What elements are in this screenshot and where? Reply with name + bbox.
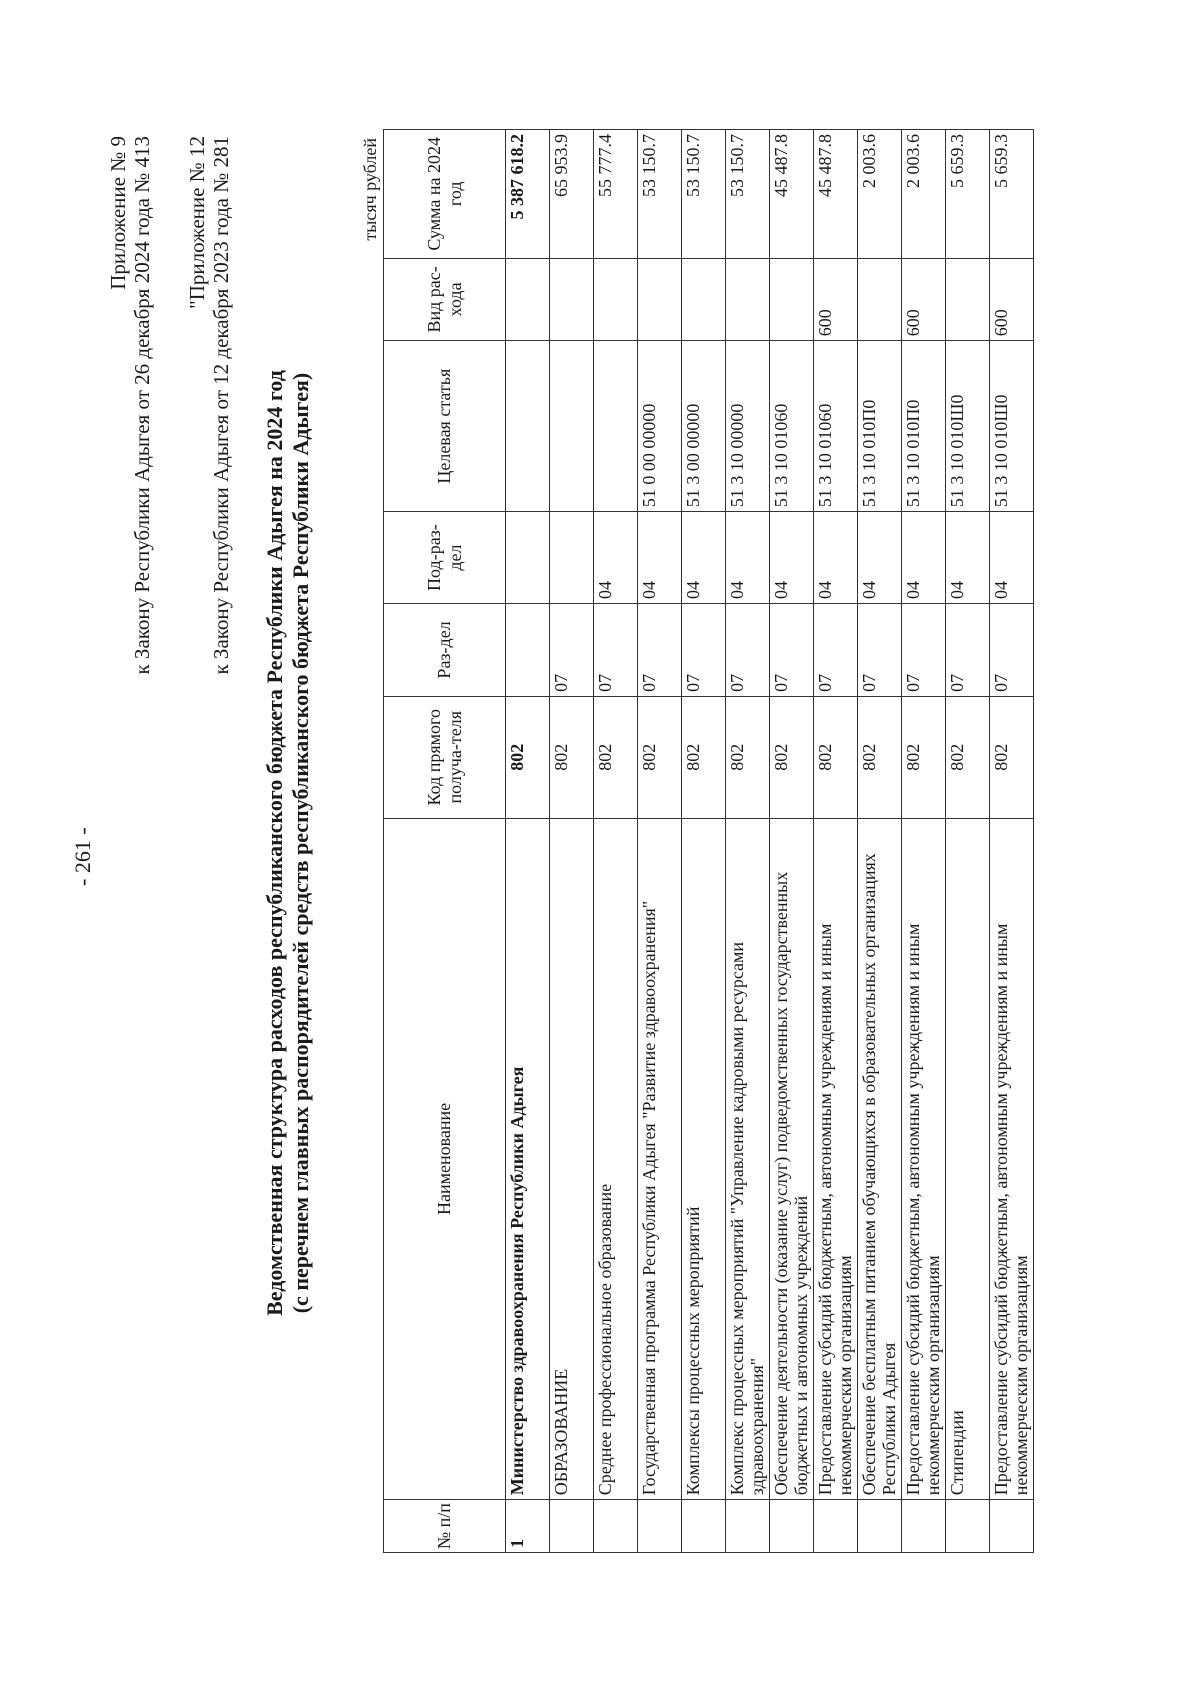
cell-subsection: 04	[990, 512, 1034, 604]
appendix-old-title: "Приложение № 12	[185, 136, 209, 309]
table-row	[682, 130, 726, 1553]
cell-sum: 45 487.8	[770, 130, 814, 259]
header-name: Наименование	[384, 818, 506, 1500]
cell-target-article: 51 3 10 010П0	[902, 341, 946, 512]
cell-sum: 2 003.6	[902, 130, 946, 259]
cell-recipient-code: 802	[946, 696, 990, 818]
cell-subsection: 04	[770, 512, 814, 604]
cell-name: Государственная программа Республики Адыгея "Развитие здравоохранения"	[638, 818, 682, 1500]
header-num: № п/п	[384, 1500, 506, 1553]
cell-sum: 55 777.4	[594, 130, 638, 259]
cell-section	[506, 603, 550, 696]
cell-target-article: 51 3 10 01060	[770, 341, 814, 512]
cell-recipient-code: 802	[770, 696, 814, 818]
cell-expense-type	[946, 258, 990, 341]
cell-expense-type	[506, 258, 550, 341]
table-header-row	[384, 130, 506, 1553]
cell-sum: 53 150.7	[726, 130, 770, 259]
cell-subsection: 04	[638, 512, 682, 604]
header-recipient-code: Код прямого получа-теля	[384, 696, 506, 818]
table-row	[594, 130, 638, 1553]
cell-sum: 53 150.7	[638, 130, 682, 259]
appendix-new-law: к Закону Республики Адыгея от 26 декабря 2024 года № 413	[130, 136, 154, 675]
cell-name: Предоставление субсидий бюджетным, автономным учреждениям и иным некоммерческим организациям	[814, 818, 858, 1500]
cell-sum: 5 387 618.2	[506, 130, 550, 259]
header-subsection: Под-раз-дел	[384, 512, 506, 604]
cell-name: Министерство здравоохранения Республики Адыгея	[506, 818, 550, 1500]
cell-recipient-code: 802	[506, 696, 550, 818]
cell-target-article: 51 3 10 00000	[726, 341, 770, 512]
cell-target-article	[594, 341, 638, 512]
cell-target-article: 51 3 10 010Ш0	[946, 341, 990, 512]
cell-name: ОБРАЗОВАНИЕ	[550, 818, 594, 1500]
cell-expense-type	[638, 258, 682, 341]
cell-subsection: 04	[814, 512, 858, 604]
cell-expense-type: 600	[990, 258, 1034, 341]
cell-subsection: 04	[858, 512, 902, 604]
cell-sum: 53 150.7	[682, 130, 726, 259]
cell-num	[726, 1500, 770, 1553]
cell-num	[858, 1500, 902, 1553]
appendix-old-reference	[185, 136, 233, 675]
cell-num	[946, 1500, 990, 1553]
appendix-old-law: к Закону Республики Адыгея от 12 декабря 2023 года № 281	[209, 136, 233, 675]
appendix-new-reference	[106, 136, 154, 675]
cell-subsection	[506, 512, 550, 604]
cell-recipient-code: 802	[726, 696, 770, 818]
cell-num	[770, 1500, 814, 1553]
cell-recipient-code: 802	[682, 696, 726, 818]
table-row	[550, 130, 594, 1553]
cell-subsection	[550, 512, 594, 604]
document-title-line-1: Ведомственная структура расходов республиканского бюджета Республики Адыгея на 2024 год	[262, 370, 287, 1316]
cell-section: 07	[726, 603, 770, 696]
appendix-new-title: Приложение № 9	[106, 136, 130, 290]
table-row	[814, 130, 858, 1553]
cell-name: Обеспечение бесплатным питанием обучающихся в образовательных организациях Республики Адыгея	[858, 818, 902, 1500]
cell-sum: 2 003.6	[858, 130, 902, 259]
cell-section: 07	[682, 603, 726, 696]
cell-section: 07	[902, 603, 946, 696]
cell-subsection: 04	[682, 512, 726, 604]
header-expense-type: Вид рас-хода	[384, 258, 506, 341]
cell-expense-type	[770, 258, 814, 341]
cell-expense-type	[594, 258, 638, 341]
cell-target-article: 51 3 10 01060	[814, 341, 858, 512]
cell-name: Комплексы процессных мероприятий	[682, 818, 726, 1500]
cell-name: Стипендии	[946, 818, 990, 1500]
document-title-line-2: (с перечнем главных распорядителей средств республиканского бюджета Республики Адыгея)	[288, 372, 313, 1314]
table-row	[946, 130, 990, 1553]
cell-name: Обеспечение деятельности (оказание услуг) подведомственных государственных бюджетных и автономных учреждений	[770, 818, 814, 1500]
document-title	[262, 0, 314, 1686]
cell-sum: 65 953.9	[550, 130, 594, 259]
table-row	[638, 130, 682, 1553]
cell-subsection: 04	[946, 512, 990, 604]
cell-expense-type: 600	[814, 258, 858, 341]
cell-section: 07	[946, 603, 990, 696]
cell-section: 07	[814, 603, 858, 696]
cell-num	[814, 1500, 858, 1553]
cell-num	[990, 1500, 1034, 1553]
cell-recipient-code: 802	[638, 696, 682, 818]
cell-target-article: 51 3 10 010П0	[858, 341, 902, 512]
cell-num	[594, 1500, 638, 1553]
cell-recipient-code: 802	[550, 696, 594, 818]
header-sum: Сумма на 2024 год	[384, 130, 506, 259]
cell-section: 07	[858, 603, 902, 696]
cell-num: 1	[506, 1500, 550, 1553]
cell-target-article: 51 0 00 00000	[638, 341, 682, 512]
cell-expense-type	[858, 258, 902, 341]
cell-target-article	[506, 341, 550, 512]
cell-expense-type	[550, 258, 594, 341]
cell-target-article: 51 3 00 00000	[682, 341, 726, 512]
cell-num	[550, 1500, 594, 1553]
header-target-article: Целевая статья	[384, 341, 506, 512]
cell-target-article	[550, 341, 594, 512]
cell-subsection: 04	[902, 512, 946, 604]
cell-target-article: 51 3 10 010Ш0	[990, 341, 1034, 512]
units-label: тысяч рублей	[360, 138, 380, 241]
cell-expense-type	[682, 258, 726, 341]
cell-recipient-code: 802	[594, 696, 638, 818]
table-row	[726, 130, 770, 1553]
table-row	[858, 130, 902, 1553]
cell-subsection: 04	[594, 512, 638, 604]
cell-recipient-code: 802	[990, 696, 1034, 818]
cell-expense-type	[726, 258, 770, 341]
cell-name: Среднее профессиональное образование	[594, 818, 638, 1500]
cell-name: Комплекс процессных мероприятий "Управление кадровыми ресурсами здравоохранения"	[726, 818, 770, 1500]
cell-recipient-code: 802	[814, 696, 858, 818]
cell-num	[902, 1500, 946, 1553]
cell-section: 07	[594, 603, 638, 696]
cell-sum: 5 659.3	[990, 130, 1034, 259]
cell-name: Предоставление субсидий бюджетным, автономным учреждениям и иным некоммерческим организациям	[902, 818, 946, 1500]
cell-expense-type: 600	[902, 258, 946, 341]
cell-name: Предоставление субсидий бюджетным, автономным учреждениям и иным некоммерческим организациям	[990, 818, 1034, 1500]
table-row	[770, 130, 814, 1553]
cell-section: 07	[638, 603, 682, 696]
page-number: - 261 -	[70, 827, 95, 886]
cell-recipient-code: 802	[902, 696, 946, 818]
table-row	[506, 130, 550, 1553]
cell-recipient-code: 802	[858, 696, 902, 818]
cell-section: 07	[770, 603, 814, 696]
cell-subsection: 04	[726, 512, 770, 604]
cell-num	[638, 1500, 682, 1553]
table-row	[902, 130, 946, 1553]
cell-section: 07	[550, 603, 594, 696]
cell-num	[682, 1500, 726, 1553]
budget-table	[383, 129, 1034, 1553]
table-row	[990, 130, 1034, 1553]
cell-sum: 45 487.8	[814, 130, 858, 259]
cell-sum: 5 659.3	[946, 130, 990, 259]
cell-section: 07	[990, 603, 1034, 696]
header-section: Раз-дел	[384, 603, 506, 696]
